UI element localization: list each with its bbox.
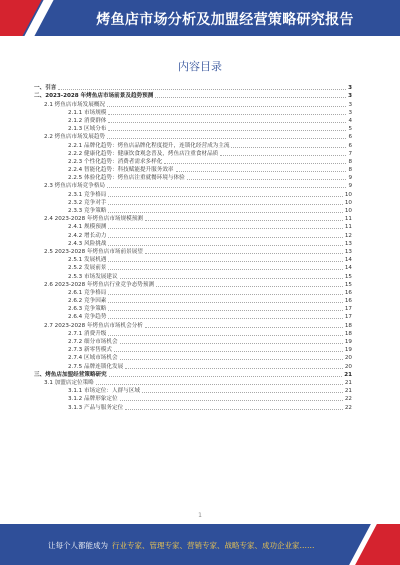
toc-leader-dots	[108, 302, 342, 303]
table-of-contents	[34, 84, 352, 412]
toc-entry-title: 2.6.4 竞争趋势	[68, 314, 107, 321]
toc-entry-title: 2.7.2 细分市场机会	[68, 339, 118, 345]
toc-entry[interactable]	[34, 346, 352, 354]
toc-entry[interactable]	[34, 321, 352, 329]
toc-entry-page: 16	[344, 298, 352, 305]
toc-entry-title: 2.6.3 竞争策略	[68, 306, 107, 313]
toc-entry-page: 10	[344, 191, 352, 198]
toc-entry-title: 2.2.5 体验化趋势：烤鱼店注重就餐环境与体验	[68, 175, 185, 182]
toc-entry[interactable]	[34, 141, 352, 149]
toc-entry-page: 16	[344, 289, 352, 296]
toc-entry-page: 9	[348, 183, 352, 190]
toc-leader-dots	[108, 114, 346, 115]
toc-entry-title: 2.7 2023-2028 年烤鱼店市场机会分析	[44, 322, 143, 329]
toc-entry-page: 19	[344, 339, 352, 345]
toc-entry-page: 3	[348, 85, 352, 92]
toc-entry-title: 2.2.4 智能化趋势：科技赋能提升服务效率	[68, 167, 174, 174]
toc-entry[interactable]	[34, 109, 352, 117]
toc-entry-title: 2.6.1 竞争格局	[68, 289, 107, 296]
toc-leader-dots	[142, 392, 343, 393]
toc-entry-page: 10	[344, 208, 352, 214]
toc-entry-title: 2.2.1 品牌化趋势：烤鱼店品牌化程度提升，连锁化经营成为主流	[68, 142, 230, 149]
toc-entry[interactable]	[34, 395, 352, 403]
toc-entry-page: 11	[344, 216, 352, 223]
toc-entry-page: 22	[344, 396, 352, 403]
toc-entry-page: 17	[344, 306, 352, 313]
toc-entry[interactable]	[34, 289, 352, 297]
toc-entry-page: 13	[344, 240, 352, 247]
toc-entry-page: 3	[348, 101, 352, 108]
toc-entry-title: 2.5.1 发展机遇	[68, 257, 107, 264]
toc-entry-title: 2.1.2 消费群体	[68, 117, 107, 124]
toc-leader-dots	[107, 187, 346, 188]
toc-entry-page: 15	[344, 273, 352, 280]
footer-slogan-roles: 行业专家、管理专家、营销专家、战略专家、成功企业家……	[112, 541, 315, 550]
toc-entry-page: 5	[348, 126, 352, 133]
toc-entry-title: 2.7.5 品牌连锁化发展	[68, 363, 124, 370]
toc-entry-page: 14	[344, 265, 352, 272]
toc-entry-title: 2.6 2023-2028 年烤鱼店行业竞争态势预测	[44, 281, 155, 288]
toc-leader-dots	[145, 327, 343, 328]
toc-leader-dots	[109, 376, 342, 377]
toc-leader-dots	[187, 179, 347, 180]
toc-leader-dots	[220, 155, 346, 156]
toc-entry-page: 11	[344, 224, 352, 231]
toc-entry-title: 2.1 烤鱼店市场发展概况	[44, 101, 106, 108]
toc-entry[interactable]	[34, 297, 352, 305]
toc-leader-dots	[108, 196, 342, 197]
toc-entry-title: 2.1.3 区域分布	[68, 126, 107, 133]
toc-entry-title: 2.5.2 发展前景	[68, 265, 107, 272]
toc-entry-title: 2.2.2 健康化趋势：健康饮食观念普及，烤鱼店注重食材品质	[68, 150, 219, 157]
toc-leader-dots	[108, 204, 342, 205]
toc-entry-title: 3.1.1 市场定位：人群与区域	[68, 388, 140, 395]
toc-entry-title: 2.7.1 消费升级	[68, 330, 107, 337]
toc-entry-page: 14	[344, 257, 352, 264]
toc-entry[interactable]	[34, 231, 352, 239]
page-number: 1	[198, 512, 202, 519]
toc-leader-dots	[108, 245, 342, 246]
toc-leader-dots	[108, 130, 346, 131]
toc-entry-page: 20	[344, 363, 352, 370]
toc-entry[interactable]	[34, 256, 352, 264]
toc-entry-page: 13	[344, 248, 352, 255]
toc-leader-dots	[120, 343, 343, 344]
toc-entry-title: 2.4.3 风险挑战	[68, 240, 107, 247]
toc-leader-dots	[145, 220, 343, 221]
toc-leader-dots	[164, 163, 346, 164]
toc-entry[interactable]	[34, 240, 352, 248]
toc-entry[interactable]	[34, 379, 352, 387]
toc-entry[interactable]	[34, 174, 352, 182]
toc-entry-page: 18	[344, 322, 352, 329]
toc-entry[interactable]	[34, 338, 352, 346]
toc-entry-page: 10	[344, 199, 352, 206]
toc-entry-page: 19	[344, 347, 352, 354]
toc-entry[interactable]	[34, 248, 352, 256]
toc-leader-dots	[108, 335, 342, 336]
toc-entry[interactable]	[34, 403, 352, 411]
toc-entry-title: 2.2 烤鱼店市场发展趋势	[44, 134, 106, 141]
toc-entry[interactable]	[34, 133, 352, 141]
toc-leader-dots	[108, 318, 342, 319]
toc-leader-dots	[231, 147, 346, 148]
toc-leader-dots	[108, 261, 342, 262]
toc-entry-page: 17	[344, 314, 352, 321]
toc-entry[interactable]	[34, 330, 352, 338]
toc-entry-title: 2.7.4 区域市场机会	[68, 355, 118, 362]
toc-leader-dots	[114, 351, 343, 352]
footer-slogan-lead: 让每个人都能成为	[48, 541, 108, 550]
toc-entry-page: 9	[348, 175, 352, 182]
toc-entry[interactable]	[34, 117, 352, 125]
toc-entry-title: 二、2023-2028 年烤鱼店市场前景及趋势预测	[34, 93, 154, 100]
toc-entry[interactable]	[34, 215, 352, 223]
toc-leader-dots	[125, 409, 343, 410]
toc-entry-page: 8	[348, 158, 352, 165]
toc-entry[interactable]	[34, 362, 352, 370]
toc-entry[interactable]	[34, 150, 352, 158]
toc-entry-title: 2.4.1 规模预测	[68, 224, 107, 231]
toc-entry[interactable]	[34, 125, 352, 133]
footer-slogan	[48, 540, 315, 551]
toc-entry-title: 3.1.3 产品与服务定位	[68, 404, 124, 411]
toc-leader-dots	[107, 138, 346, 139]
toc-leader-dots	[120, 400, 343, 401]
toc-entry-page: 20	[344, 355, 352, 362]
toc-entry-page: 4	[348, 117, 352, 124]
toc-entry-title: 2.1.1 市场规模	[68, 109, 107, 116]
toc-entry[interactable]	[34, 92, 352, 100]
toc-entry-title: 一、引言	[34, 85, 57, 92]
toc-entry[interactable]	[34, 223, 352, 231]
toc-leader-dots	[108, 294, 342, 295]
toc-entry[interactable]	[34, 264, 352, 272]
toc-entry-page: 18	[344, 330, 352, 337]
toc-entry-title: 2.4.2 增长动力	[68, 232, 107, 239]
toc-entry-title: 2.4 2023-2028 年烤鱼店市场规模预测	[44, 216, 143, 223]
toc-entry[interactable]	[34, 371, 352, 379]
toc-entry-page: 3	[348, 93, 352, 100]
toc-entry-title: 2.5.3 市场发展建议	[68, 273, 118, 280]
toc-entry-page: 3	[348, 109, 352, 116]
toc-leader-dots	[108, 269, 342, 270]
document-title: 烤鱼店市场分析及加盟经营策略研究报告	[96, 12, 354, 28]
toc-entry-title: 2.3 烤鱼店市场竞争格局	[44, 183, 106, 190]
toc-leader-dots	[156, 286, 343, 287]
toc-entry[interactable]	[34, 313, 352, 321]
toc-entry[interactable]	[34, 158, 352, 166]
toc-entry[interactable]	[34, 281, 352, 289]
toc-entry[interactable]	[34, 387, 352, 395]
toc-entry-page: 21	[344, 371, 352, 378]
footer-bar	[0, 524, 400, 565]
toc-entry-page: 6	[348, 142, 352, 149]
toc-leader-dots	[108, 212, 342, 213]
toc-entry[interactable]	[34, 207, 352, 215]
toc-leader-dots	[145, 253, 343, 254]
toc-entry-page: 22	[344, 404, 352, 411]
header-bar	[0, 0, 400, 36]
toc-entry[interactable]	[34, 166, 352, 174]
toc-entry-page: 12	[344, 232, 352, 239]
toc-entry-page: 15	[344, 281, 352, 288]
toc-leader-dots	[108, 310, 342, 311]
toc-entry-page: 6	[348, 134, 352, 141]
toc-entry[interactable]	[34, 182, 352, 190]
toc-leader-dots	[108, 228, 342, 229]
toc-entry-title: 2.3.2 竞争对手	[68, 199, 107, 206]
toc-leader-dots	[120, 359, 343, 360]
toc-entry-title: 2.2.3 个性化趋势：消费者需求多样化	[68, 158, 163, 165]
toc-leader-dots	[107, 106, 346, 107]
toc-entry[interactable]	[34, 84, 352, 92]
toc-entry-title: 2.6.2 竞争因素	[68, 298, 107, 305]
toc-leader-dots	[176, 171, 347, 172]
toc-entry-page: 7	[348, 150, 352, 157]
toc-entry[interactable]	[34, 199, 352, 207]
toc-entry[interactable]	[34, 272, 352, 280]
toc-entry-title: 3.1 加盟店定位策略	[44, 379, 94, 386]
toc-entry-title: 2.3.3 竞争策略	[68, 208, 107, 214]
toc-leader-dots	[155, 97, 346, 98]
toc-entry-page: 8	[348, 167, 352, 174]
toc-entry-title: 2.3.1 竞争格局	[68, 191, 107, 198]
toc-entry[interactable]	[34, 100, 352, 108]
toc-entry[interactable]	[34, 305, 352, 313]
toc-entry-title: 2.7.3 新零售模式	[68, 347, 112, 354]
toc-entry-page: 21	[344, 388, 352, 395]
toc-entry[interactable]	[34, 190, 352, 198]
toc-entry-title: 2.5 2023-2028 年烤鱼店市场前景展望	[44, 248, 143, 255]
toc-leader-dots	[120, 278, 343, 279]
toc-leader-dots	[108, 237, 342, 238]
toc-entry-title: 三、烤鱼店加盟经营策略研究	[34, 371, 107, 378]
toc-leader-dots	[125, 368, 343, 369]
toc-entry-title: 3.1.2 品牌形象定位	[68, 396, 118, 403]
toc-heading: 内容目录	[178, 60, 222, 73]
toc-leader-dots	[108, 122, 346, 123]
toc-entry-page: 21	[344, 379, 352, 386]
toc-entry[interactable]	[34, 354, 352, 362]
toc-leader-dots	[58, 89, 346, 90]
toc-leader-dots	[96, 384, 343, 385]
